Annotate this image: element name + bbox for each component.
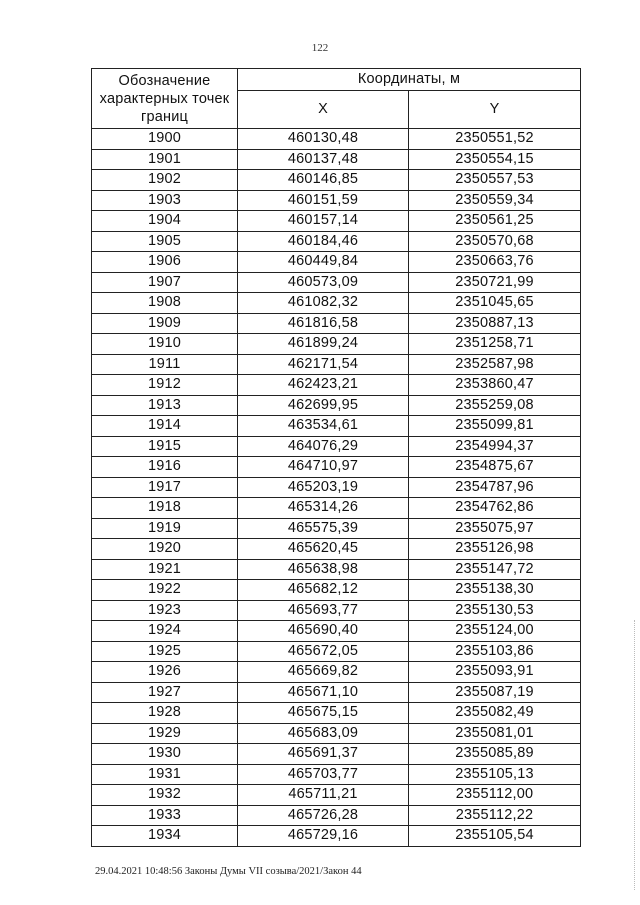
point-cell: 1923 (92, 600, 238, 621)
page-footer: 29.04.2021 10:48:56 Законы Думы VII созыва/2021/Закон 44 (95, 866, 362, 877)
y-cell: 2351045,65 (409, 293, 581, 314)
point-cell: 1908 (92, 293, 238, 314)
y-cell: 2355093,91 (409, 662, 581, 683)
y-cell: 2355087,19 (409, 682, 581, 703)
y-cell: 2355124,00 (409, 621, 581, 642)
y-cell: 2354787,96 (409, 477, 581, 498)
point-cell: 1934 (92, 826, 238, 847)
point-cell: 1900 (92, 129, 238, 150)
point-header-line2: характерных точек (99, 90, 230, 107)
point-cell: 1916 (92, 457, 238, 478)
x-cell: 462699,95 (238, 395, 409, 416)
table-row (92, 334, 581, 355)
x-cell: 465671,10 (238, 682, 409, 703)
y-cell: 2350551,52 (409, 129, 581, 150)
table-row (92, 375, 581, 396)
x-cell: 465638,98 (238, 559, 409, 580)
x-cell: 460151,59 (238, 190, 409, 211)
point-cell: 1921 (92, 559, 238, 580)
x-cell: 465203,19 (238, 477, 409, 498)
y-cell: 2355105,54 (409, 826, 581, 847)
table-row (92, 293, 581, 314)
x-cell: 465683,09 (238, 723, 409, 744)
table-row (92, 682, 581, 703)
point-cell: 1904 (92, 211, 238, 232)
point-cell: 1927 (92, 682, 238, 703)
point-cell: 1905 (92, 231, 238, 252)
x-cell: 464710,97 (238, 457, 409, 478)
table-row (92, 170, 581, 191)
table-row (92, 703, 581, 724)
y-cell: 2350557,53 (409, 170, 581, 191)
y-cell: 2355126,98 (409, 539, 581, 560)
point-cell: 1915 (92, 436, 238, 457)
x-cell: 461899,24 (238, 334, 409, 355)
point-header-line1: Обозначение (118, 72, 211, 89)
table-header (92, 69, 581, 129)
y-cell: 2355138,30 (409, 580, 581, 601)
x-cell: 460184,46 (238, 231, 409, 252)
x-cell: 465726,28 (238, 805, 409, 826)
y-cell: 2355130,53 (409, 600, 581, 621)
point-cell: 1913 (92, 395, 238, 416)
point-cell: 1929 (92, 723, 238, 744)
table-row (92, 252, 581, 273)
table-row (92, 744, 581, 765)
table-row (92, 641, 581, 662)
y-cell: 2355103,86 (409, 641, 581, 662)
x-cell: 465314,26 (238, 498, 409, 519)
x-cell: 465620,45 (238, 539, 409, 560)
y-cell: 2354994,37 (409, 436, 581, 457)
table-row (92, 498, 581, 519)
table-row (92, 211, 581, 232)
y-cell: 2354875,67 (409, 457, 581, 478)
table-row (92, 457, 581, 478)
y-cell: 2350559,34 (409, 190, 581, 211)
point-cell: 1917 (92, 477, 238, 498)
y-cell: 2355075,97 (409, 518, 581, 539)
x-cell: 460137,48 (238, 149, 409, 170)
y-cell: 2355082,49 (409, 703, 581, 724)
table-row (92, 600, 581, 621)
y-cell: 2353860,47 (409, 375, 581, 396)
table-row (92, 559, 581, 580)
table-body (92, 129, 581, 847)
x-cell: 462171,54 (238, 354, 409, 375)
x-cell: 464076,29 (238, 436, 409, 457)
table-row (92, 129, 581, 150)
point-cell: 1925 (92, 641, 238, 662)
x-cell: 465690,40 (238, 621, 409, 642)
coordinates-table (91, 68, 581, 847)
table-row (92, 785, 581, 806)
point-cell: 1911 (92, 354, 238, 375)
y-cell: 2355112,00 (409, 785, 581, 806)
x-cell: 460573,09 (238, 272, 409, 293)
x-cell: 465682,12 (238, 580, 409, 601)
point-cell: 1932 (92, 785, 238, 806)
table-row (92, 662, 581, 683)
point-cell: 1920 (92, 539, 238, 560)
table-row (92, 805, 581, 826)
table-row (92, 436, 581, 457)
point-cell: 1907 (92, 272, 238, 293)
table-row (92, 723, 581, 744)
x-cell: 465672,05 (238, 641, 409, 662)
y-column-header: Y (409, 91, 581, 129)
point-cell: 1928 (92, 703, 238, 724)
coordinates-column-header: Координаты, м (238, 69, 581, 91)
point-cell: 1930 (92, 744, 238, 765)
table-row (92, 149, 581, 170)
y-cell: 2350554,15 (409, 149, 581, 170)
point-cell: 1926 (92, 662, 238, 683)
x-cell: 465693,77 (238, 600, 409, 621)
x-cell: 461082,32 (238, 293, 409, 314)
table-row (92, 580, 581, 601)
y-cell: 2354762,86 (409, 498, 581, 519)
point-cell: 1914 (92, 416, 238, 437)
point-cell: 1912 (92, 375, 238, 396)
point-header-line3: границ (140, 108, 189, 125)
y-cell: 2350561,25 (409, 211, 581, 232)
y-cell: 2355081,01 (409, 723, 581, 744)
y-cell: 2350570,68 (409, 231, 581, 252)
x-cell: 460157,14 (238, 211, 409, 232)
y-cell: 2355112,22 (409, 805, 581, 826)
table-row (92, 395, 581, 416)
y-cell: 2352587,98 (409, 354, 581, 375)
x-cell: 465703,77 (238, 764, 409, 785)
y-cell: 2350887,13 (409, 313, 581, 334)
point-cell: 1924 (92, 621, 238, 642)
table-row (92, 826, 581, 847)
y-cell: 2350663,76 (409, 252, 581, 273)
point-cell: 1919 (92, 518, 238, 539)
table-row (92, 190, 581, 211)
point-cell: 1910 (92, 334, 238, 355)
table-row (92, 621, 581, 642)
table-row (92, 231, 581, 252)
y-cell: 2355259,08 (409, 395, 581, 416)
x-cell: 465575,39 (238, 518, 409, 539)
x-column-header: X (238, 91, 409, 129)
x-cell: 460449,84 (238, 252, 409, 273)
y-cell: 2350721,99 (409, 272, 581, 293)
table-row (92, 272, 581, 293)
y-cell: 2355085,89 (409, 744, 581, 765)
table-row (92, 764, 581, 785)
table-row (92, 539, 581, 560)
point-cell: 1903 (92, 190, 238, 211)
point-cell: 1931 (92, 764, 238, 785)
point-cell: 1906 (92, 252, 238, 273)
x-cell: 460146,85 (238, 170, 409, 191)
x-cell: 465691,37 (238, 744, 409, 765)
point-cell: 1933 (92, 805, 238, 826)
table-row (92, 416, 581, 437)
y-cell: 2355147,72 (409, 559, 581, 580)
x-cell: 465729,16 (238, 826, 409, 847)
point-cell: 1918 (92, 498, 238, 519)
x-cell: 465711,21 (238, 785, 409, 806)
x-cell: 461816,58 (238, 313, 409, 334)
y-cell: 2355105,13 (409, 764, 581, 785)
x-cell: 465675,15 (238, 703, 409, 724)
table-row (92, 477, 581, 498)
scan-edge-mark (634, 620, 636, 890)
x-cell: 462423,21 (238, 375, 409, 396)
x-cell: 460130,48 (238, 129, 409, 150)
table-row (92, 518, 581, 539)
x-cell: 465669,82 (238, 662, 409, 683)
point-cell: 1922 (92, 580, 238, 601)
point-cell: 1901 (92, 149, 238, 170)
y-cell: 2355099,81 (409, 416, 581, 437)
y-cell: 2351258,71 (409, 334, 581, 355)
table-row (92, 313, 581, 334)
point-cell: 1909 (92, 313, 238, 334)
table-row (92, 354, 581, 375)
page-number: 122 (311, 42, 329, 54)
x-cell: 463534,61 (238, 416, 409, 437)
point-cell: 1902 (92, 170, 238, 191)
point-column-header (92, 69, 238, 129)
